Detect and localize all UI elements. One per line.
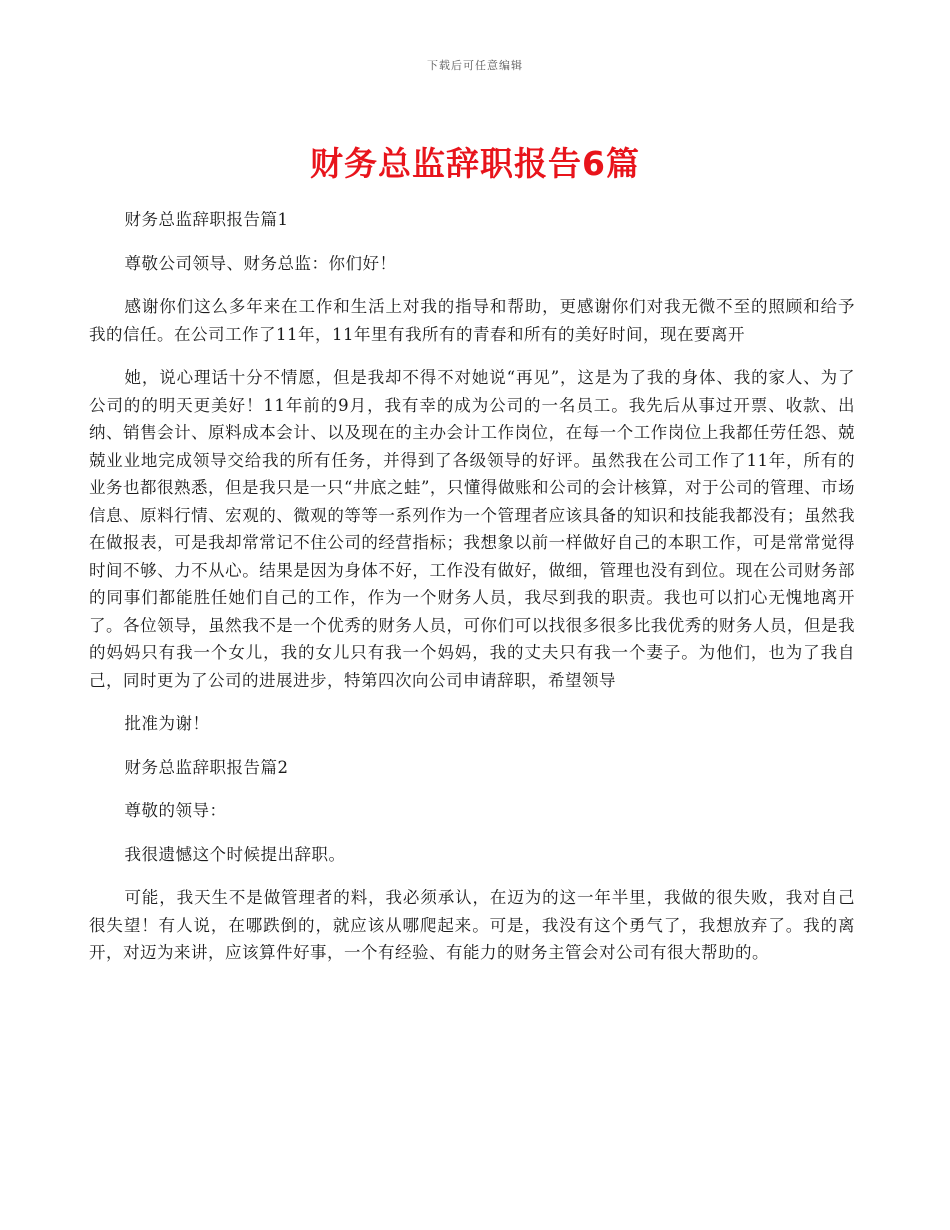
paragraph: 我很遗憾这个时候提出辞职。 — [124, 844, 346, 864]
document-body — [89, 206, 855, 967]
closing-line: 批准为谢！ — [124, 714, 210, 733]
paragraph: 可能，我天生不是做管理者的料，我必须承认，在迈为的这一年半里，我做的很失败，我对自己很失望！有人说，在哪跌倒的，就应该从哪爬起来。可是，我没有这个勇气了，我想放弃了。我的离开，对迈为来讲，应该算件好事，一个有经验、有能力的财务主管会对公司有很大帮助的。 — [89, 888, 855, 962]
section-heading: 财务总监辞职报告篇1 — [124, 210, 289, 229]
paragraph: 她，说心理话十分不情愿，但是我却不得不对她说“再见”，这是为了我的身体、我的家人、为了公司的的明天更美好！11年前的9月，我有幸的成为公司的一名员工。我先后从事过开票、收款、出纳、销售会计、原料成本会计、以及现在的主办会计工作岗位，在每一个工作岗位上我都任劳任怨、兢兢业业地完成领导交给我的所有任务，并得到了各级领导的好评。虽然我在公司工作了11年，所有的业务也都很熟悉，但是我只是一只“井底之蛙”，只懂得做账和公司的会计核算，对于公司的管理、市场信息、原料行情、宏观的、微观的等等一系列作为一个管理者应该具备的知识和技能我都没有；虽然我在做报表，可是我却常常记不住公司的经营指标；我想象以前一样做好自己的本职工作，可是常常觉得时间不够、力不从心。结果是因为身体不好，工作没有做好，做细，管理也没有到位。现在公司财务部的同事们都能胜任她们自己的工作，作为一个财务人员，我尽到我的职责。我也可以扪心无愧地离开了。各位领导，虽然我不是一个优秀的财务人员，可你们可以找很多很多比我优秀的财务人员，但是我的妈妈只有我一个女儿，我的女儿只有我一个妈妈，我的丈夫只有我一个妻子。为他们，也为了我自己，同时更为了公司的进展进步，特第四次向公司申请辞职，希望领导 — [89, 368, 855, 690]
salutation: 尊敬的领导： — [124, 801, 227, 820]
document-title: 财务总监辞职报告6篇 — [310, 144, 640, 183]
header-note: 下载后可任意编辑 — [427, 59, 523, 72]
section-heading: 财务总监辞职报告篇2 — [124, 757, 289, 777]
salutation: 尊敬公司领导、财务总监：你们好！ — [124, 253, 397, 273]
paragraph: 感谢你们这么多年来在工作和生活上对我的指导和帮助，更感谢你们对我无微不至的照顾和给予我的信任。在公司工作了11年，11年里有我所有的青春和所有的美好时间，现在要离开 — [89, 297, 855, 344]
